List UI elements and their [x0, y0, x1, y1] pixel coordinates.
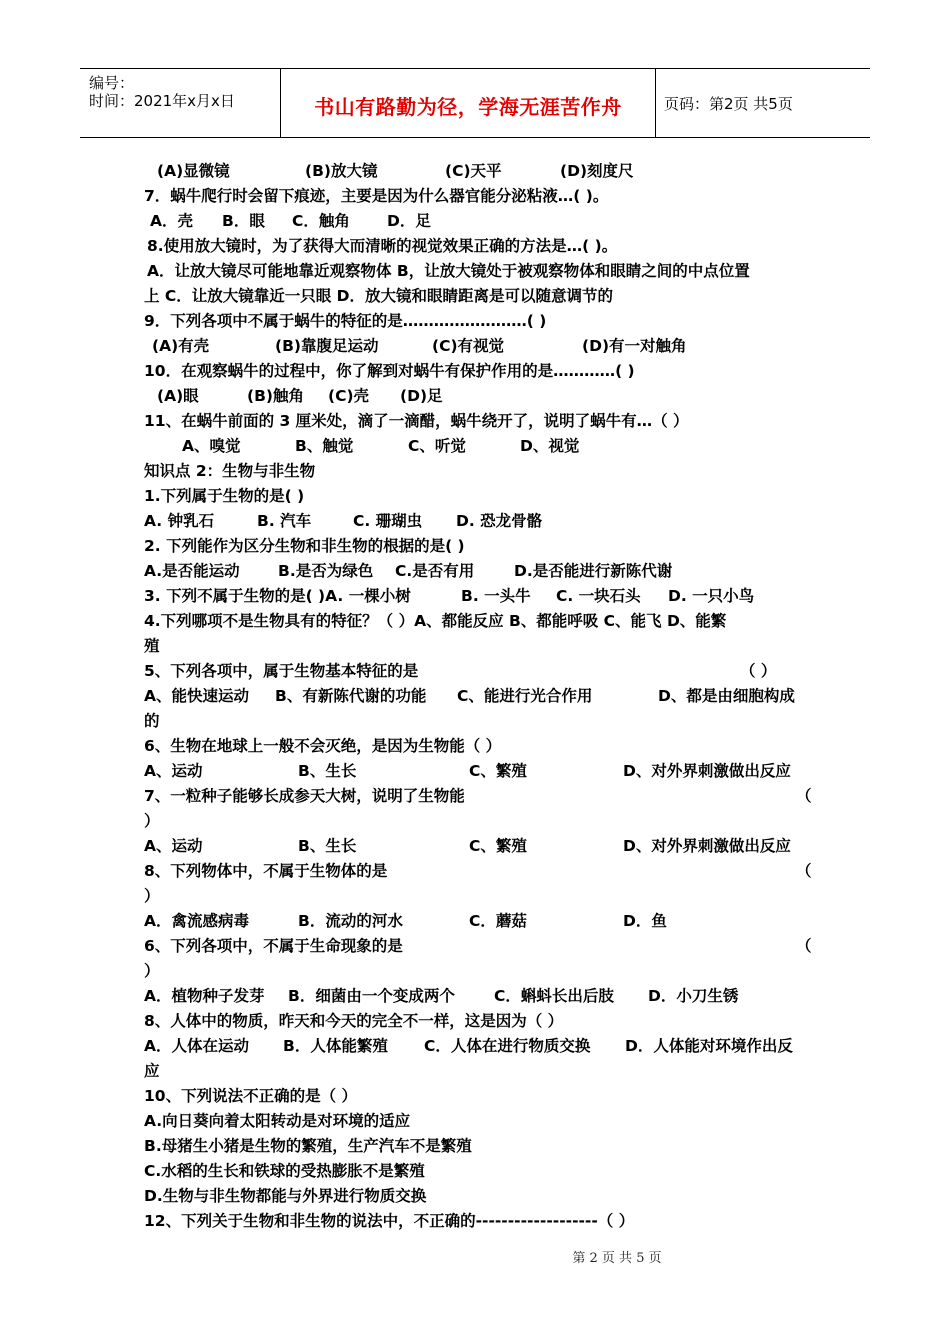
text-segment: ）	[144, 887, 160, 905]
text-segment: C.水稻的生长和铁球的受热膨胀不是繁殖	[144, 1162, 425, 1180]
text-segment: A.向日葵向着太阳转动是对环境的适应	[144, 1112, 411, 1130]
text-segment: A．禽流感病毒	[144, 912, 249, 930]
text-segment: （	[796, 787, 812, 805]
text-segment: B.母猪生小猪是生物的繁殖，生产汽车不是繁殖	[144, 1137, 472, 1155]
text-segment: (D)足	[400, 387, 443, 405]
text-segment: C．人体在进行物质交换	[424, 1037, 591, 1055]
text-segment: 6、下列各项中，不属于生命现象的是	[144, 937, 403, 955]
text-segment: C、能进行光合作用	[457, 687, 593, 705]
text-segment: C. 一块石头	[556, 587, 641, 605]
text-segment: 殖	[144, 637, 160, 655]
text-segment: A．植物种子发芽	[144, 987, 265, 1005]
text-segment: ）	[144, 812, 160, 830]
text-segment: 5、下列各项中，属于生物基本特征的是	[144, 662, 419, 680]
header-center-cell	[280, 69, 656, 137]
text-segment: 9．下列各项中不属于蜗牛的特征的是……………………( )	[144, 312, 547, 330]
text-segment: A、运动	[144, 762, 203, 780]
text-segment: 6、生物在地球上一般不会灭绝，是因为生物能（ ）	[144, 737, 502, 755]
text-segment: B、生长	[298, 762, 357, 780]
text-segment: (B)触角	[247, 387, 304, 405]
number-label: 编号：	[89, 74, 135, 92]
text-segment: （	[796, 862, 812, 880]
text-segment: B. 汽车	[257, 512, 312, 530]
text-segment: B．眼	[222, 212, 265, 230]
text-segment: 8、下列物体中，不属于生物体的是	[144, 862, 388, 880]
text-segment: 12、下列关于生物和非生物的说法中，不正确的-------------------（ ）	[144, 1212, 635, 1230]
motto-text: 书山有路勤为径，学海无涯苦作舟	[314, 95, 622, 119]
text-segment: D．人体能对环境作出反	[625, 1037, 793, 1055]
text-segment: B、生长	[298, 837, 357, 855]
text-segment: 1.下列属于生物的是( )	[144, 487, 305, 505]
date-label: 时间：2021年x月x日	[89, 92, 235, 110]
text-segment: D．鱼	[623, 912, 667, 930]
text-segment: D、对外界刺激做出反应	[623, 837, 791, 855]
text-segment: D.是否能进行新陈代谢	[514, 562, 673, 580]
text-segment: A、嗅觉	[182, 437, 241, 455]
text-segment: A、运动	[144, 837, 203, 855]
text-segment: A．人体在运动	[144, 1037, 249, 1055]
text-segment: (B)靠腹足运动	[275, 337, 379, 355]
text-segment: (C)有视觉	[432, 337, 505, 355]
text-segment: D．足	[387, 212, 431, 230]
text-segment: 的	[144, 712, 160, 730]
text-segment: B．流动的河水	[298, 912, 403, 930]
text-segment: 7．蜗牛爬行时会留下痕迹，主要是因为什么器官能分泌粘液…( )。	[144, 187, 609, 205]
text-segment: 知识点 2：生物与非生物	[144, 462, 316, 480]
text-segment: 3. 下列不属于生物的是( )A. 一棵小树	[144, 587, 411, 605]
text-segment: (C)天平	[445, 162, 502, 180]
text-segment: B.是否为绿色	[278, 562, 374, 580]
text-segment: 上 C．让放大镜靠近一只眼 D．放大镜和眼睛距离是可以随意调节的	[144, 287, 614, 305]
header-left-cell	[80, 69, 280, 137]
text-segment: B、有新陈代谢的功能	[275, 687, 427, 705]
text-segment: (B)放大镜	[305, 162, 378, 180]
text-segment: ）	[144, 962, 160, 980]
text-segment: C．蘑菇	[469, 912, 527, 930]
text-segment: D．小刀生锈	[648, 987, 739, 1005]
text-segment: C．触角	[292, 212, 350, 230]
text-segment: (D)有一对触角	[582, 337, 687, 355]
text-segment: C．蝌蚪长出后肢	[494, 987, 614, 1005]
text-segment: B．细菌由一个变成两个	[288, 987, 455, 1005]
text-segment: D、都是由细胞构成	[658, 687, 795, 705]
text-segment: D. 一只小鸟	[668, 587, 755, 605]
text-segment: 4.下列哪项不是生物具有的特征？（ ）A、都能反应 B、都能呼吸 C、能飞 D、能繁	[144, 612, 727, 630]
text-segment: （	[796, 937, 812, 955]
text-segment: (A)显微镜	[157, 162, 230, 180]
text-segment: (A)眼	[157, 387, 199, 405]
text-segment: D.生物与非生物都能与外界进行物质交换	[144, 1187, 427, 1205]
text-segment: C.是否有用	[395, 562, 475, 580]
text-segment: (A)有壳	[152, 337, 210, 355]
header-table	[80, 68, 870, 138]
text-segment: C、听觉	[408, 437, 466, 455]
text-segment: (C)壳	[328, 387, 370, 405]
page-footer: 第 2 页 共 5 页	[572, 1251, 662, 1266]
text-segment: A. 钟乳石	[144, 512, 215, 530]
text-segment: D. 恐龙骨骼	[456, 512, 543, 530]
text-segment: 2. 下列能作为区分生物和非生物的根据的是( )	[144, 537, 465, 555]
text-segment: A．让放大镜尽可能地靠近观察物体 B，让放大镜处于被观察物体和眼睛之间的中点位置	[147, 262, 750, 280]
text-segment: A．壳	[150, 212, 193, 230]
text-segment: C、繁殖	[469, 837, 527, 855]
text-segment: D、对外界刺激做出反应	[623, 762, 791, 780]
text-segment: 应	[144, 1062, 160, 1080]
header-right-cell	[654, 69, 870, 137]
text-segment: B、触觉	[295, 437, 354, 455]
text-segment: 7、一粒种子能够长成参天大树，说明了生物能	[144, 787, 465, 805]
text-segment: 8.使用放大镜时，为了获得大而清晰的视觉效果正确的方法是…( )。	[147, 237, 618, 255]
text-segment: 8、人体中的物质，昨天和今天的完全不一样，这是因为（ ）	[144, 1012, 564, 1030]
text-segment: 10、下列说法不正确的是（ ）	[144, 1087, 357, 1105]
text-segment: 10．在观察蜗牛的过程中，你了解到对蜗牛有保护作用的是…………( )	[144, 362, 635, 380]
text-segment: (D)刻度尺	[560, 162, 634, 180]
page-label: 页码：第2页 共5页	[664, 95, 793, 113]
text-segment: A.是否能运动	[144, 562, 240, 580]
text-segment: （ ）	[740, 662, 777, 680]
text-segment: B. 一头牛	[461, 587, 531, 605]
text-segment: B．人体能繁殖	[283, 1037, 388, 1055]
text-segment: C. 珊瑚虫	[353, 512, 423, 530]
text-segment: C、繁殖	[469, 762, 527, 780]
text-segment: D、视觉	[520, 437, 580, 455]
text-segment: A、能快速运动	[144, 687, 249, 705]
text-segment: 11、在蜗牛前面的 3 厘米处，滴了一滴醋，蜗牛绕开了，说明了蜗牛有…（ ）	[144, 412, 689, 430]
